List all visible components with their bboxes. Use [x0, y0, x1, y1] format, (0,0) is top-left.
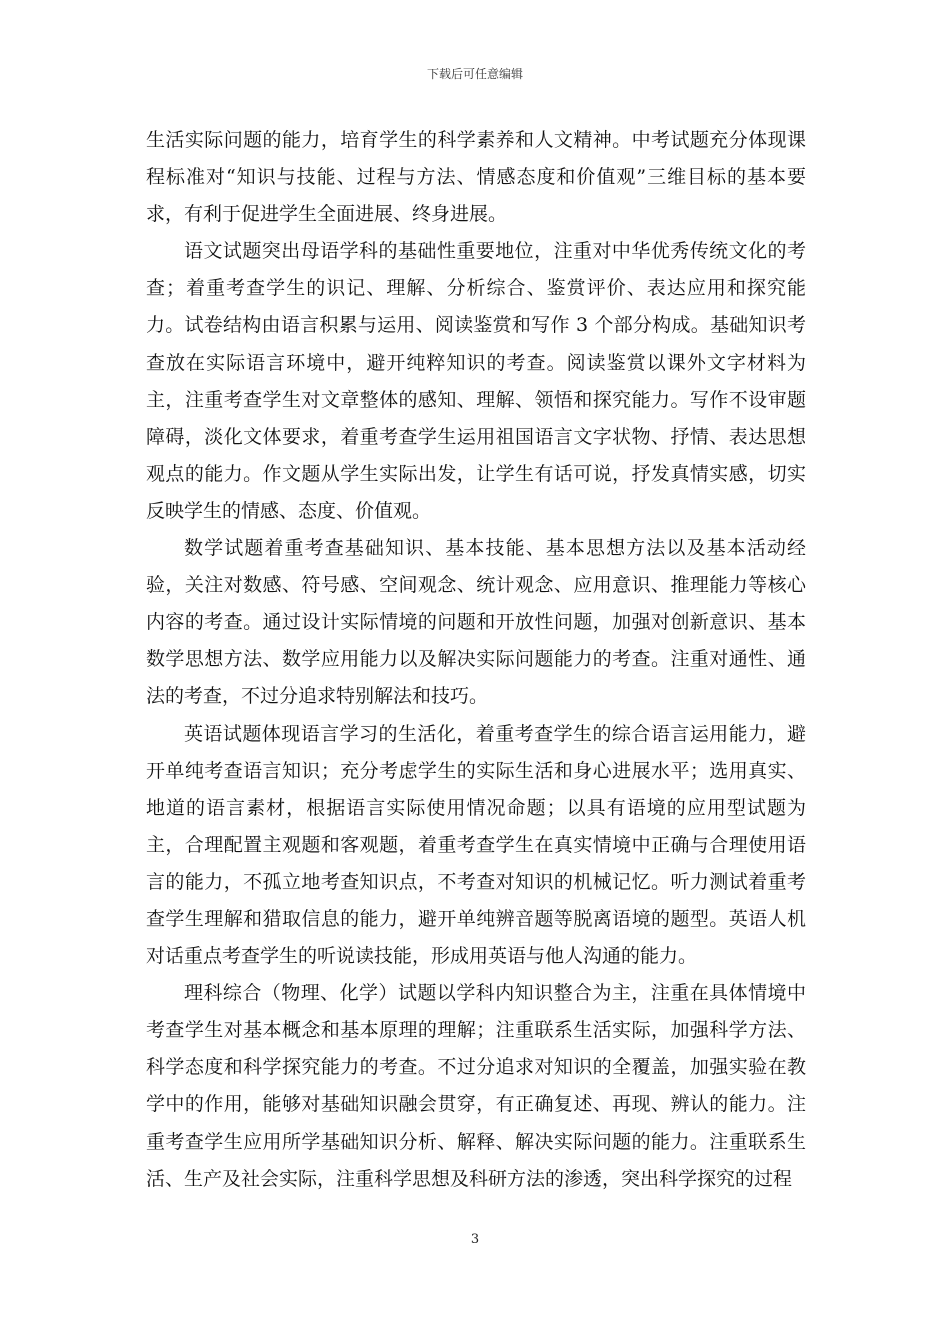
paragraph-science-exam: 理科综合（物理、化学）试题以学科内知识整合为主，注重在具体情境中考查学生对基本概念和基本原理的理解；注重联系生活实际，加强科学方法、科学态度和科学探究能力的考查。不过分追求对知识的全覆盖，加强实验在教学中的作用，能够对基础知识融会贯穿，有正确复述、再现、辨认的能力。注重考查学生应用所学基础知识分析、解释、解决实际问题的能力。注重联系生活、生产及社会实际，注重科学思想及科研方法的渗透，突出科学探究的过程 [146, 982, 806, 1190]
paragraph-continuation: 生活实际问题的能力，培育学生的科学素养和人文精神。中考试题充分体现课程标准对“知识与技能、过程与方法、情感态度和价值观”三维目标的基本要求，有利于促进学生全面进展、终身进展。 [146, 129, 806, 226]
page-number: 3 [470, 1232, 480, 1247]
body-text [146, 122, 806, 1198]
paragraph-math-exam: 数学试题着重考查基础知识、基本技能、基本思想方法以及基本活动经验，关注对数感、符号感、空间观念、统计观念、应用意识、推理能力等核心内容的考查。通过设计实际情境的问题和开放性问题，加强对创新意识、基本数学思想方法、数学应用能力以及解决实际问题能力的考查。注重对通性、通法的考查，不过分追求特别解法和技巧。 [146, 537, 806, 708]
paragraph-english-exam: 英语试题体现语言学习的生活化，着重考查学生的综合语言运用能力，避开单纯考查语言知识；充分考虑学生的实际生活和身心进展水平；选用真实、地道的语言素材，根据语言实际使用情况命题；以具有语境的应用型试题为主，合理配置主观题和客观题，着重考查学生在真实情境中正确与合理使用语言的能力，不孤立地考查知识点，不考查对知识的机械记忆。听力测试着重考查学生理解和猎取信息的能力，避开单纯辨音题等脱离语境的题型。英语人机对话重点考查学生的听说读技能，形成用英语与他人沟通的能力。 [146, 722, 806, 968]
paragraph-chinese-exam: 语文试题突出母语学科的基础性重要地位，注重对中华优秀传统文化的考查；着重考查学生的识记、理解、分析综合、鉴赏评价、表达应用和探究能力。试卷结构由语言积累与运用、阅读鉴赏和写作 3 个部分构成。基础知识考查放在实际语言环境中，避开纯粹知识的考查。阅读鉴赏以课外文字材料为主，注重考查学生对文章整体的感知、理解、领悟和探究能力。写作不设审题障碍，淡化文体要求，着重考查学生运用祖国语言文字状物、抒情、表达思想观点的能力。作文题从学生实际出发，让学生有话可说，抒发真情实感，切实反映学生的情感、态度、价值观。 [146, 240, 806, 522]
page-header: 下载后可任意编辑 [426, 67, 523, 81]
